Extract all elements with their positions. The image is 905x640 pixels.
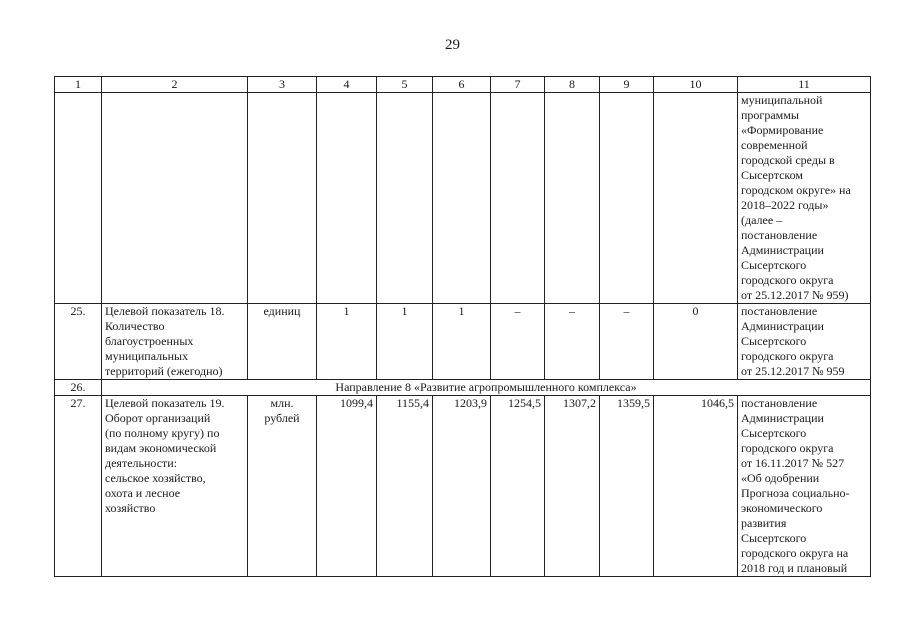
- page-number: 29: [445, 37, 460, 53]
- column-header: 9: [600, 77, 654, 93]
- value-cell: 1: [377, 304, 433, 380]
- table-row: [55, 93, 871, 304]
- table-cell-source: постановление Администрации Сысертского городского округа от 16.11.2017 № 527 «Об одобрении Прогноза социально- экономического развития Сысертского городского округа на 2018 год и плановый: [738, 396, 871, 577]
- value-cell: 0: [654, 304, 738, 380]
- table-row: [55, 304, 871, 380]
- column-header: 6: [433, 77, 491, 93]
- table-cell: [317, 93, 377, 304]
- value-cell: 1254,5: [491, 396, 545, 577]
- table-cell: [55, 93, 102, 304]
- table-cell: [545, 93, 600, 304]
- value-cell: –: [600, 304, 654, 380]
- column-header: 4: [317, 77, 377, 93]
- table-cell: [248, 93, 317, 304]
- value-cell: 1: [433, 304, 491, 380]
- section-row: [55, 380, 871, 396]
- section-title: Направление 8 «Развитие агропромышленного комплекса»: [102, 380, 871, 396]
- value-cell: 1307,2: [545, 396, 600, 577]
- table-cell: [600, 93, 654, 304]
- value-cell: 1: [317, 304, 377, 380]
- table-cell-source: муниципальной программы «Формирование современной городской среды в Сысертском городском округе» на 2018–2022 годы» (далее – постановление Администрации Сысертского городского округа от 25.12.2017 № 959): [738, 93, 871, 304]
- column-header: 11: [738, 77, 871, 93]
- value-cell: 1203,9: [433, 396, 491, 577]
- column-header: 5: [377, 77, 433, 93]
- value-cell: –: [545, 304, 600, 380]
- table-cell-source: постановление Администрации Сысертского городского округа от 25.12.2017 № 959: [738, 304, 871, 380]
- unit: единиц: [248, 304, 317, 380]
- indicator-name: Целевой показатель 19. Оборот организаций (по полному кругу) по видам экономической деятельности: сельское хозяйство, охота и лесное хозяйство: [102, 396, 248, 577]
- table-cell: [377, 93, 433, 304]
- value-cell: 1099,4: [317, 396, 377, 577]
- value-cell: 1359,5: [600, 396, 654, 577]
- table-cell: [491, 93, 545, 304]
- table-row: [55, 396, 871, 577]
- row-number: 26.: [55, 380, 102, 396]
- indicators-table: [54, 76, 871, 577]
- indicator-name: Целевой показатель 18. Количество благоустроенных муниципальных территорий (ежегодно): [102, 304, 248, 380]
- table-cell: [654, 93, 738, 304]
- column-header: 2: [102, 77, 248, 93]
- table-cell: [433, 93, 491, 304]
- column-header: 10: [654, 77, 738, 93]
- column-header: 7: [491, 77, 545, 93]
- row-number: 27.: [55, 396, 102, 577]
- column-header: 8: [545, 77, 600, 93]
- unit: млн. рублей: [248, 396, 317, 577]
- column-header: 1: [55, 77, 102, 93]
- value-cell: 1046,5: [654, 396, 738, 577]
- table-header-row: [55, 77, 871, 93]
- value-cell: 1155,4: [377, 396, 433, 577]
- value-cell: –: [491, 304, 545, 380]
- table-cell: [102, 93, 248, 304]
- column-header: 3: [248, 77, 317, 93]
- row-number: 25.: [55, 304, 102, 380]
